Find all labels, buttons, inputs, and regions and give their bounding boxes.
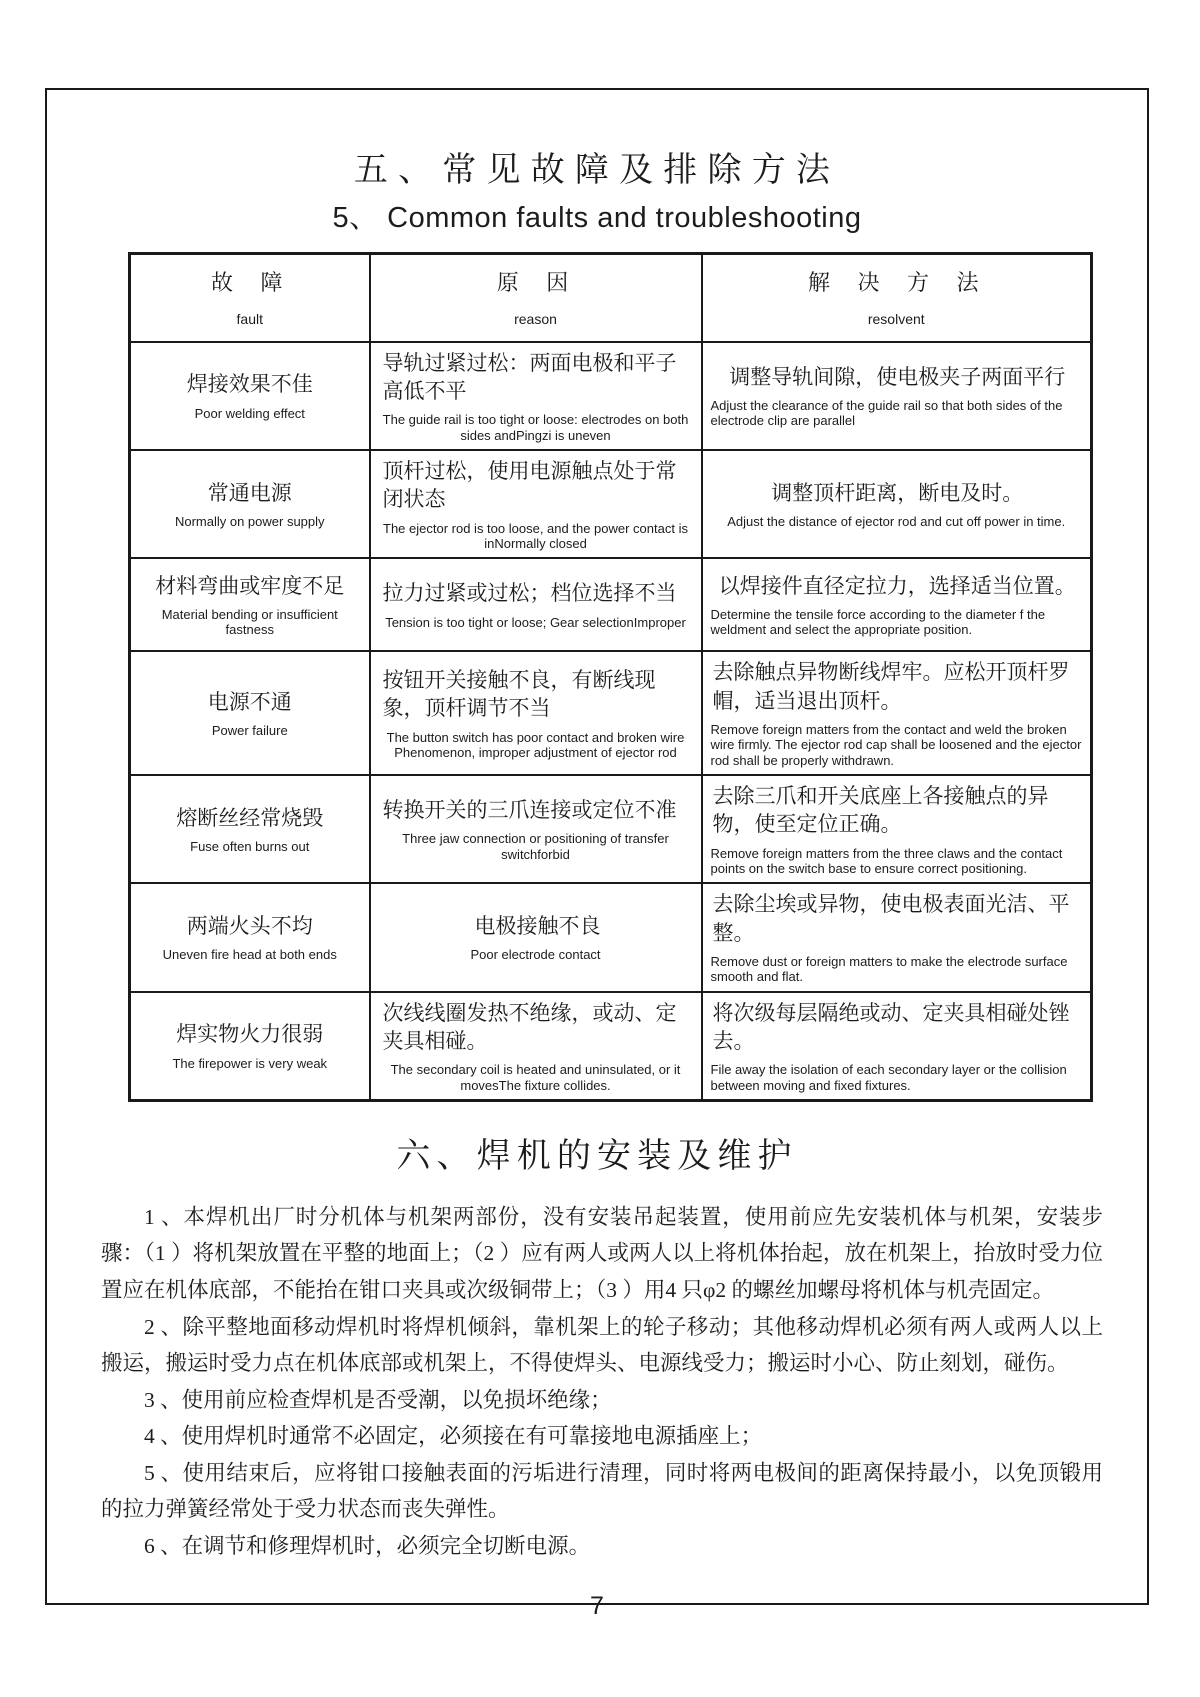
reason-cell bbox=[370, 342, 702, 450]
paragraph-3: 3 、使用前应检查焊机是否受潮，以免损坏绝缘； bbox=[144, 1387, 612, 1412]
fault-en: Material bending or insufficient fastness bbox=[161, 607, 338, 638]
paragraph-4: 4 、使用焊机时通常不必固定，必须接在有可靠接地电源插座上； bbox=[144, 1424, 763, 1449]
reason-en: The secondary coil is heated and uninsulated, or it movesThe fixture collides. bbox=[390, 1062, 681, 1093]
paragraph-2: 2 、除平整地面移动焊机时将焊机倾斜，靠机架上的轮子移动；其他移动焊机必须有两人或两人以上搬运，搬运时受力点在机体底部或机架上，不得使焊头、电源线受力；搬运时小心、防止刻划，碰伤。 bbox=[101, 1314, 1103, 1376]
fault-cell bbox=[130, 558, 370, 651]
reason-en: Poor electrode contact bbox=[470, 947, 601, 963]
resolvent-en: Adjust the clearance of the guide rail so that both sides of the electrode clip are parallel bbox=[710, 398, 1063, 429]
fault-cell bbox=[130, 992, 370, 1101]
reason-zh: 次线线圈发热不绝缘，或动、定夹具相碰。 bbox=[382, 1000, 677, 1053]
reason-en: The guide rail is too tight or loose: electrodes on both sides andPingzi is uneven bbox=[382, 412, 689, 443]
resolvent-en: Remove dust or foreign matters to make the electrode surface smooth and flat. bbox=[710, 953, 1068, 985]
fault-cell bbox=[130, 450, 370, 558]
fault-zh: 焊实物火力很弱 bbox=[176, 1022, 324, 1047]
resolvent-en: Determine the tensile force according to the diameter f the weldment and select the appropriate position. bbox=[710, 607, 1046, 638]
table-row bbox=[130, 992, 1092, 1101]
fault-en: The firepower is very weak bbox=[172, 1055, 328, 1071]
reason-en: The button switch has poor contact and broken wire Phenomenon, improper adjustment of ejector rod bbox=[386, 729, 685, 760]
fault-zh: 焊接效果不佳 bbox=[186, 372, 313, 397]
resolvent-cell bbox=[702, 450, 1092, 558]
header-reason bbox=[370, 254, 702, 342]
page-number: 7 bbox=[590, 1592, 604, 1621]
resolvent-zh: 去除触点异物断线焊牢。应松开顶杆罗帽，适当退出顶杆。 bbox=[712, 660, 1070, 713]
resolvent-zh: 调整导轨间隙，使电极夹子两面平行 bbox=[729, 364, 1066, 389]
table-row bbox=[130, 342, 1092, 450]
paragraph-6: 6 、在调节和修理焊机时，必须完全切断电源。 bbox=[144, 1533, 591, 1558]
resolvent-en: Adjust the distance of ejector rod and cut off power in time. bbox=[727, 514, 1066, 530]
resolvent-cell bbox=[702, 883, 1092, 991]
resolvent-zh: 调整顶杆距离，断电及时。 bbox=[771, 480, 1024, 505]
table-row bbox=[130, 558, 1092, 651]
table-row bbox=[130, 450, 1092, 558]
reason-cell bbox=[370, 883, 702, 991]
resolvent-cell bbox=[702, 992, 1092, 1101]
header-fault bbox=[130, 254, 370, 342]
header-fault-en: fault bbox=[236, 311, 263, 328]
reason-en: Three jaw connection or positioning of transfer switchforbid bbox=[402, 831, 669, 862]
fault-en: Fuse often burns out bbox=[190, 839, 310, 855]
reason-zh: 导轨过紧过松：两面电极和平子高低不平 bbox=[382, 350, 677, 403]
reason-zh: 电极接触不良 bbox=[474, 914, 601, 939]
reason-cell bbox=[370, 558, 702, 651]
reason-zh: 按钮开关接触不良，有断线现象，顶杆调节不当 bbox=[382, 667, 656, 721]
resolvent-zh: 以焊接件直径定拉力，选择适当位置。 bbox=[718, 573, 1076, 598]
reason-cell bbox=[370, 992, 702, 1101]
reason-cell bbox=[370, 775, 702, 883]
resolvent-cell bbox=[702, 775, 1092, 883]
reason-zh: 转换开关的三爪连接或定位不准 bbox=[382, 798, 677, 823]
reason-cell bbox=[370, 651, 702, 775]
fault-en: Power failure bbox=[211, 723, 288, 739]
table-row bbox=[130, 775, 1092, 883]
reason-en: The ejector rod is too loose, and the power contact is inNormally closed bbox=[383, 520, 688, 551]
resolvent-en: File away the isolation of each secondary layer or the collision between moving and fixed fixtures. bbox=[710, 1062, 1067, 1093]
fault-zh: 材料弯曲或牢度不足 bbox=[155, 573, 345, 598]
fault-cell bbox=[130, 883, 370, 991]
resolvent-zh: 去除尘埃或异物，使电极表面光洁、平整。 bbox=[712, 892, 1070, 945]
header-resolvent-zh: 解 决 方 法 bbox=[807, 269, 985, 295]
resolvent-cell bbox=[702, 342, 1092, 450]
resolvent-zh: 去除三爪和开关底座上各接触点的异物，使至定位正确。 bbox=[712, 783, 1049, 837]
fault-cell bbox=[130, 775, 370, 883]
table-row bbox=[130, 651, 1092, 775]
table-header-row bbox=[130, 254, 1092, 342]
section6-paragraphs bbox=[101, 1199, 1103, 1564]
fault-zh: 两端火头不均 bbox=[186, 914, 313, 939]
header-reason-en: reason bbox=[514, 311, 557, 328]
section5-title-zh: 五、常见故障及排除方法 bbox=[353, 152, 841, 189]
fault-zh: 熔断丝经常烧毁 bbox=[176, 805, 324, 830]
fault-en: Poor welding effect bbox=[194, 405, 305, 421]
header-fault-zh: 故 障 bbox=[210, 269, 289, 295]
fault-zh: 常通电源 bbox=[207, 480, 292, 505]
reason-zh: 拉力过紧或过松；档位选择不当 bbox=[382, 581, 677, 606]
fault-en: Normally on power supply bbox=[174, 514, 325, 530]
resolvent-zh: 将次级每层隔绝或动、定夹具相碰处锉去。 bbox=[712, 1000, 1070, 1053]
resolvent-cell bbox=[702, 651, 1092, 775]
header-reason-zh: 原 因 bbox=[496, 269, 575, 295]
fault-zh: 电源不通 bbox=[207, 689, 292, 714]
section6-title: 六、焊机的安装及维护 bbox=[396, 1137, 798, 1175]
paragraph-1: 1 、本焊机出厂时分机体与机架两部份，没有安装吊起装置，使用前应先安装机体与机架，安装步骤：（1 ）将机架放置在平整的地面上；（2 ）应有两人或两人以上将机体抬起，放在机架上，抬放时受力位置应在机体底部，不能抬在钳口夹具或次级铜带上；（3 ）用4 只φ2 的螺丝加螺母将机体与机壳固定。 bbox=[101, 1204, 1103, 1302]
resolvent-en: Remove foreign matters from the three claws and the contact points on the switch base to ensure correct positioning. bbox=[710, 845, 1063, 876]
fault-cell bbox=[130, 651, 370, 775]
faults-table bbox=[128, 252, 1093, 1102]
reason-cell bbox=[370, 450, 702, 558]
reason-en: Tension is too tight or loose; Gear selectionImproper bbox=[385, 614, 686, 630]
table-row bbox=[130, 883, 1092, 991]
section5-title-en: 5、 Common faults and troubleshooting bbox=[332, 202, 862, 234]
reason-zh: 顶杆过松，使用电源触点处于常闭状态 bbox=[382, 458, 677, 512]
page-border bbox=[45, 88, 1149, 1621]
fault-cell bbox=[130, 342, 370, 450]
header-resolvent bbox=[702, 254, 1092, 342]
fault-en: Uneven fire head at both ends bbox=[162, 947, 337, 963]
paragraph-5: 5 、使用结束后，应将钳口接触表面的污垢进行清理，同时将两电极间的距离保持最小，以免顶锻用的拉力弹簧经常处于受力状态而丧失弹性。 bbox=[101, 1460, 1103, 1522]
header-resolvent-en: resolvent bbox=[867, 311, 925, 328]
resolvent-cell bbox=[702, 558, 1092, 651]
resolvent-en: Remove foreign matters from the contact and weld the broken wire firmly. The ejector rod cap shall be loosened and the ejector rod shall be properly withdrawn. bbox=[710, 721, 1082, 768]
